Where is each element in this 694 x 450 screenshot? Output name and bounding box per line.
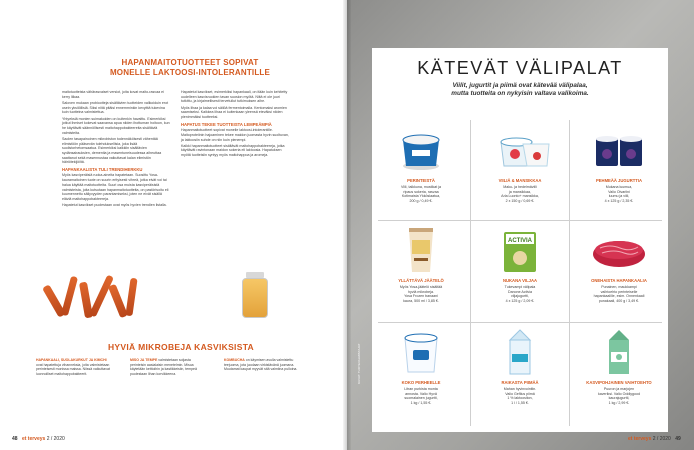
- product-name: PEHMEÄÄ JUGURTTIA: [595, 178, 643, 183]
- article-column-2: [181, 90, 291, 159]
- paragraph: Hapatetut kasvikset, esimerkiksi hapankaali, on itään kuin kehitetty uudelleen kasvisruokien tavan suosion myötä. Niitä ei ole juuri tutkittu, ja kirjaimellisesti tervetullut tutkimuksen aihe.: [181, 90, 288, 104]
- desc-line: Valio Gefilus piimä: [505, 391, 535, 396]
- product-description: [477, 387, 563, 406]
- product-name: KASVIPOHJAINEN VAIHTOEHTO: [586, 380, 652, 385]
- paragraph: Saolen tasapainoinen mikrobiston todennäköisesti vähentää elimistöön pääsevän tulehduksellisia, joka lisää suolistorhetomsaatua. Esimerkiksi kaikkiin sisältävien sydänsairauksien, dementia ja masentuneisuudessa aiheuttaa saattanut sekä masennustaa vaikuttavat kalan elimistön häiriötekijöiltä.: [62, 136, 162, 165]
- product-image: [372, 328, 470, 376]
- desc-line: 2 x 150 g / 0,69 €.: [505, 199, 535, 204]
- product-card: [570, 224, 668, 316]
- product-card: [372, 326, 470, 418]
- bottom-column-text: ovat hapatettuja vihanneksia, joita valmistetaan perinteisesti monissa maissa. Niissä vaikuttavat luonnolliset maitohappobakteerit.: [36, 362, 110, 376]
- product-card: [372, 224, 470, 316]
- product-description: [378, 285, 464, 304]
- pickle-slice: [125, 278, 137, 317]
- product-name: KOKO PERHEELLE: [401, 380, 441, 385]
- subtitle-line-2: mutta tuotteita on nykyisin valtava valikoima.: [451, 89, 589, 97]
- bottom-column-lead: MISO JA TEMPE: [130, 358, 158, 362]
- page-spine: [343, 0, 351, 450]
- desc-line: 4 x 125 g / 2,09 €.: [505, 299, 535, 304]
- svg-text:ACTIVIA: ACTIVIA: [508, 238, 532, 244]
- desc-line: Maku- ja hedelmäviili: [503, 185, 537, 189]
- desc-line: Kotimaista Ykköslaatua,: [401, 194, 441, 199]
- bottom-column-text: on käymisen avulla valmistettu teejuoma, jota juodaan virkistävänä juomana. Muutamat kaupat myyvät sitä valmiina pulloina.: [224, 358, 298, 372]
- desc-line: Mukana luumua,: [605, 185, 633, 189]
- desc-line: Litran purkista monta: [404, 387, 438, 391]
- oat-yogurt-carton-icon: [570, 328, 668, 376]
- product-name: ONEHAISTA HAPANKAALIA: [591, 278, 647, 283]
- magazine-brand: et terveys: [21, 436, 46, 442]
- paragraph: Kaikki hapanmaitotuotteet sisältävät maitohappobakteereja, jotka käyttävät ravintonaan maidon sokeria eli laktoosia. Hapatuksen myötä tuotteisiin syntyy myös maitohappoa ja aromeja.: [181, 143, 285, 158]
- milk-carton-icon: [471, 328, 569, 376]
- desc-line: kaura, 500 ml / 3,85 €.: [403, 299, 439, 304]
- left-title-line-2: MONELLE LAKTOOSI-INTOLERANTILLE: [109, 68, 271, 77]
- paragraph: Myös kasviperäisiä ruoka-aineita hapatetaan. Suosittu Yosa-kauramaitoinen tuote on suurin erityisesti vihreä, jotka eivät voi tai halua käyttää maitotuotteita. Suuri osa muista kasviperäisistä valmisteista, joita kutsutaan hapanmaitotuotteita, on pastörisoitu eli kuumennettu säilyvyyden parantamiseksi, joten ne eivät sisällä eläviä maitohappobakteereja.: [62, 173, 169, 201]
- pickle-slice: [89, 275, 114, 318]
- footer-right: [628, 436, 681, 442]
- desc-line: ja mansikkaa,: [509, 189, 531, 194]
- desc-line: 1 kg / 2,99 €.: [608, 401, 630, 406]
- desc-line: Yosa Frozen banaani: [404, 294, 438, 299]
- product-card: [570, 124, 668, 216]
- fermented-vegetables-photo: [36, 266, 302, 332]
- product-image: [372, 126, 470, 174]
- issue-number: 2 / 2020: [652, 436, 671, 442]
- desc-line: Valio Oivariini: [608, 189, 630, 194]
- bottom-column-2: [130, 358, 204, 376]
- desc-line: Myös Yosa-jäätelö sisältää: [399, 285, 443, 289]
- bottom-column-lead: KOMBUCHA: [224, 358, 245, 362]
- desc-line: Punainen, maukkampi: [601, 285, 637, 289]
- desc-line: Arla Luonto+ mansikka,: [501, 194, 539, 199]
- kombucha-jar: [242, 278, 268, 318]
- product-image: [570, 328, 668, 376]
- page-number: 48: [12, 436, 18, 442]
- desc-line: Danone Activia: [508, 289, 532, 294]
- desc-line: ripaus sokeria, rasvaa: [403, 189, 439, 194]
- yogurt-cup-icon: [471, 126, 569, 174]
- paragraph: Myös lihaa ja kalaa voi säilöä fermentoimalla. Kentomaksi aromien saamiseksi. Kaikkea lihaa ei kuitenkaan yleensä eteväksi niiden pienimmäksi tuotteeksi.: [181, 105, 287, 120]
- left-title-line-1: HAPANMAITOTUOTTEET SOPIVAT: [121, 58, 259, 67]
- snack-card: [372, 48, 668, 432]
- product-description: [576, 285, 662, 304]
- product-name: NUKANA VILJAA: [502, 278, 538, 283]
- sauerkraut-bowl-icon: [570, 226, 668, 274]
- bottom-section-title: HYVIÄ MIKROBEJA KASVIKSISTA: [107, 342, 254, 352]
- grid-divider: [378, 220, 662, 221]
- right-page-title: KÄTEVÄT VÄLIPALAT: [417, 58, 623, 78]
- bottom-column-1: [36, 358, 110, 376]
- desc-line: 200 g / 0,49 €.: [409, 199, 433, 204]
- product-image: [570, 126, 668, 174]
- ice-cream-tub-icon: [372, 226, 470, 274]
- desc-line: Tukevampi välipala: [504, 285, 536, 289]
- desc-line: hyviä mikrobeja.: [408, 289, 434, 294]
- subheading: HAPANKAALISTA TULI TRENDIHERKKU: [62, 167, 143, 173]
- activia-multipack-icon: [471, 226, 569, 274]
- product-description: [378, 185, 464, 204]
- product-image: [471, 126, 569, 174]
- product-name: YLLÄTTÄVÄ JÄÄTELÖ: [398, 278, 444, 283]
- desc-line: Mahan hyvinvointiin.: [503, 387, 537, 391]
- product-description: [576, 185, 662, 204]
- paragraph: Hapanmaitotuotteet sopivat monelle laktoosi-intolerantille. Maitoproteiinin hajoaminen tekee maidon juomasta hyvin suoltuvan, ja laktoosiin suhde on niin kuin pienempi.: [181, 128, 289, 142]
- desc-line: punakaali, 400 g / 3,49 €.: [598, 299, 640, 304]
- photo-credit: KUVAT: TUOTEVALMISTAJAT: [357, 343, 361, 384]
- subheading: HAPATUS TEKEE TUOTTEISTA LEMPEÄMPIÄ: [181, 121, 272, 127]
- paragraph: Saloven mukaan probiootteja sisältävien tuotteiden valikoiduin erot usein yksilöllisiä. Siksi niitä pitäisi ennemminkin kevyittä tukevina kuin tuotteina valmistettua.: [62, 100, 169, 115]
- bottom-column-lead: HAPANKAALI, SUOLAKURKUT JA KIMCHI: [36, 358, 107, 362]
- magazine-brand: et terveys: [628, 436, 652, 442]
- product-card: [471, 224, 569, 316]
- product-image: [372, 226, 470, 274]
- desc-line: luumu ja viili,: [608, 194, 630, 199]
- desc-line: 4 x 125 g / 2,35 €.: [604, 199, 634, 204]
- bottom-column-text: valmistetaan soijasta perinteisin aasialaisin menetelmin. Misoa käytetään keittoihin ja kastikkeisiin, tempeä puolestaan lihan korvikkeena.: [130, 358, 197, 376]
- issue-number: 2 / 2020: [46, 436, 65, 442]
- desc-line: kaurajugurtti,: [608, 396, 630, 401]
- desc-line: kaveriksi. Valio Oddlygood: [597, 391, 641, 396]
- product-image: [570, 226, 668, 274]
- yogurt-bucket-icon: [372, 328, 470, 376]
- article-column-1: [62, 90, 172, 209]
- page-number: 49: [675, 436, 681, 442]
- desc-line: suomalainen jugurtti,: [404, 396, 438, 401]
- desc-line: vaihtoehto perinteiselle: [600, 289, 638, 294]
- right-page-subtitle: [402, 82, 638, 98]
- product-description: [477, 285, 563, 304]
- left-page-title: [100, 58, 280, 78]
- desc-line: annosta. Valio Hyvä: [405, 391, 437, 396]
- product-name: RAIKASTA PIIMÄÄ: [501, 380, 539, 385]
- paragraph: maitotuotteista vähärasvaiset versiot, joita kovat maito-rasvaa ei kerry liikaa.: [62, 90, 164, 99]
- yogurt-cup-icon: [372, 126, 470, 174]
- subtitle-line-1: Viilit, jugurtit ja piimä ovat kätevää välipalaa,: [452, 82, 588, 89]
- product-name: PERINTEISTÄ: [407, 178, 435, 183]
- desc-line: 1 l / 1,55 €.: [511, 401, 529, 406]
- product-description: [378, 387, 464, 406]
- pickle-slice: [61, 276, 78, 316]
- product-description: [576, 387, 662, 406]
- product-card: [372, 124, 470, 216]
- paragraph: Hapatetut kasvikset puolestaan ovat myös hyvien trendien listalla.: [62, 203, 167, 208]
- product-card: [570, 326, 668, 418]
- desc-line: 1 % laktoositon,: [507, 396, 533, 401]
- grid-divider: [378, 322, 662, 323]
- product-card: [471, 124, 569, 216]
- product-image: [471, 328, 569, 376]
- desc-line: 1 kg / 1,55 €.: [410, 401, 432, 406]
- yogurt-multipack-icon: [570, 126, 668, 174]
- product-name: VIILIÄ & MANSIKKAA: [498, 178, 542, 183]
- product-image: [471, 226, 569, 274]
- desc-line: Viili, talkkuna, mustikat ja: [400, 185, 442, 189]
- desc-line: hapankaalille, esim. Onnenkaali: [593, 294, 645, 299]
- paragraph: Yhtyeksiä monien suimakoiden on kuitenkin havaittu. Esimerkiksi jotkut ihmiset kokevat saavansa apua niiden ihottuman hoitoon, kun he käyttävät säännöllisesti maitohappobakteereita sisältäviä valmisteita.: [62, 116, 170, 135]
- footer-left: [12, 436, 65, 442]
- desc-line: Puuron ja marjojen: [603, 387, 635, 391]
- product-card: [471, 326, 569, 418]
- bottom-column-3: [224, 358, 298, 372]
- product-description: [477, 185, 563, 204]
- desc-line: viljajugurtti,: [511, 294, 529, 299]
